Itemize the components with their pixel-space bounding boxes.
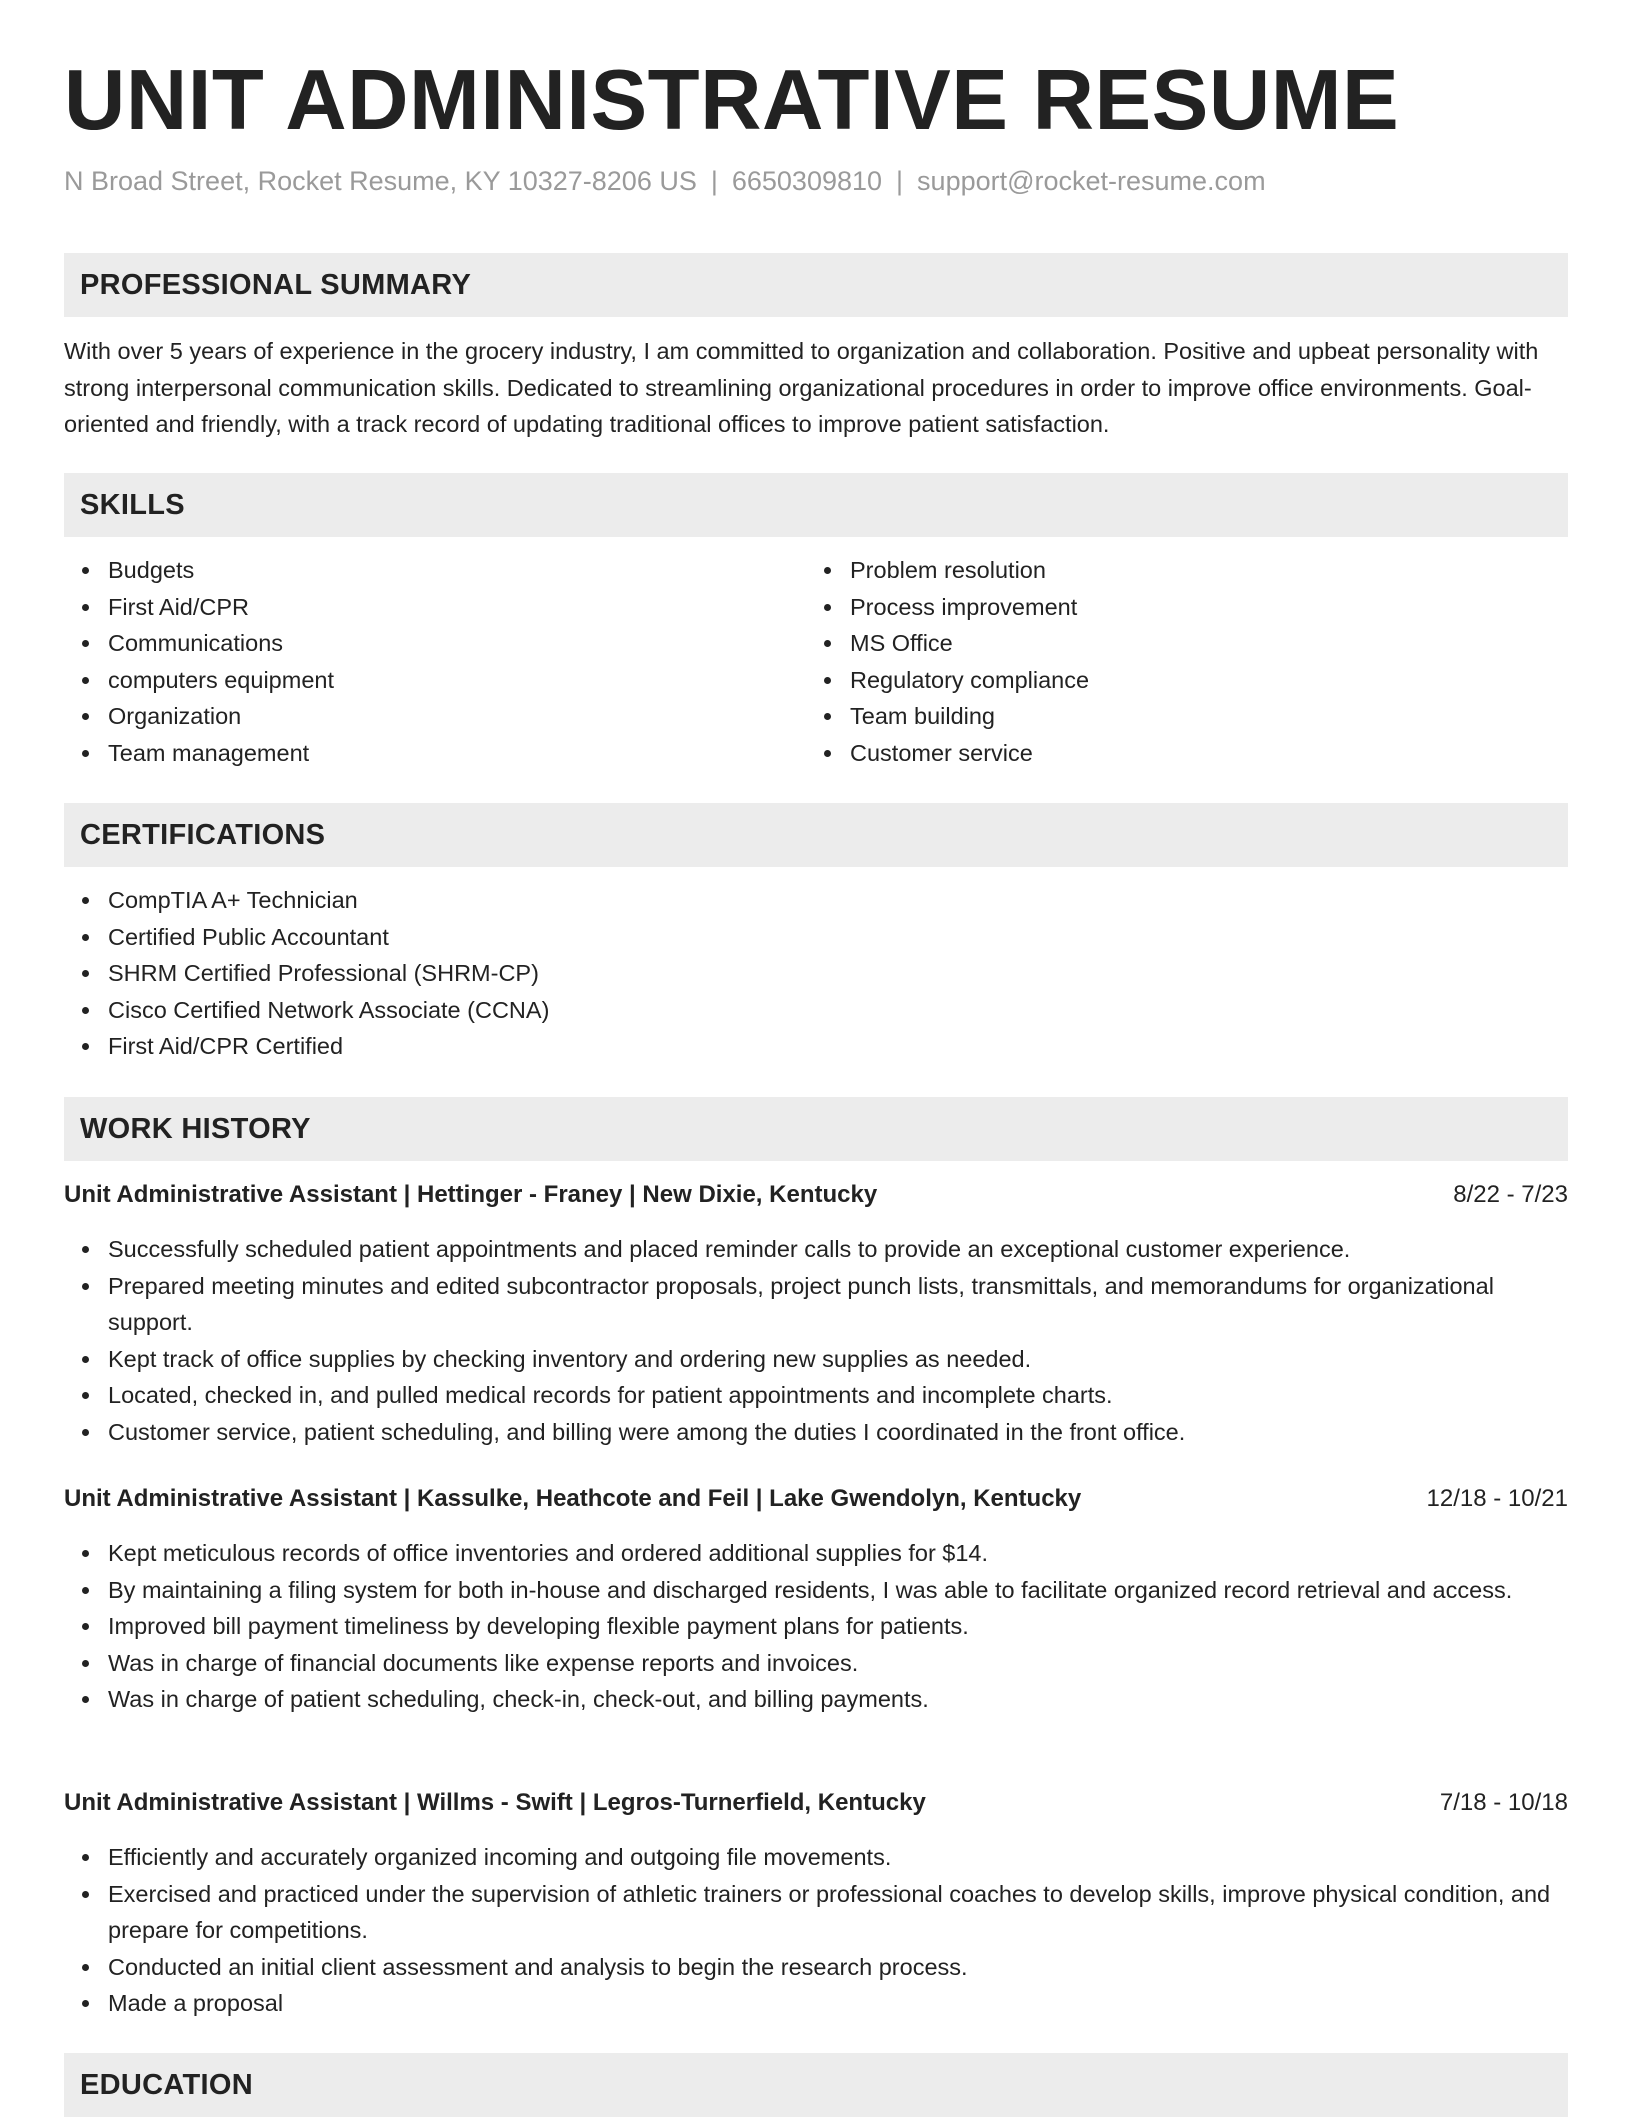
skill-item: Organization — [108, 698, 808, 735]
job-header — [64, 1485, 1568, 1513]
skill-item: Regulatory compliance — [850, 662, 1550, 699]
certification-item: First Aid/CPR Certified — [108, 1028, 1568, 1065]
certification-item: Cisco Certified Network Associate (CCNA) — [108, 992, 1568, 1029]
summary-text: With over 5 years of experience in the grocery industry, I am committed to organization and collaboration. Positive and upbeat personality with strong interpersonal communication skills. Dedicated to streamlining organizational procedures in order to improve office environments. Goal-oriented and friendly, with a track record of updating traditional offices to improve patient satisfaction. — [64, 338, 1539, 437]
job-bullet: Efficiently and accurately organized incoming and outgoing file movements. — [108, 1839, 1568, 1876]
job-dates: 12/18 - 10/21 — [1426, 1485, 1568, 1512]
job-bullet: Improved bill payment timeliness by developing flexible payment plans for patients. — [108, 1608, 1568, 1645]
job-dates: 8/22 - 7/23 — [1453, 1181, 1568, 1208]
skill-item: Team management — [108, 735, 808, 772]
contact-separator: | — [896, 166, 904, 196]
certifications-list — [64, 882, 1568, 1065]
job-title: Unit Administrative Assistant | Willms - Swift | Legros-Turnerfield, Kentucky — [64, 1789, 926, 1816]
section-heading-skills: SKILLS — [64, 473, 1568, 537]
certification-item: Certified Public Accountant — [108, 919, 1568, 956]
resume-title: UNIT ADMINISTRATIVE RESUME — [64, 53, 1400, 148]
skill-item: Customer service — [850, 735, 1550, 772]
skill-item: Communications — [108, 625, 808, 662]
skills-list-left — [64, 552, 808, 771]
job-bullet: Made a proposal — [108, 1985, 1568, 2022]
job-bullet: Conducted an initial client assessment and analysis to begin the research process. — [108, 1949, 1568, 1986]
job-bullet: Customer service, patient scheduling, and billing were among the duties I coordinated in the front office. — [108, 1414, 1568, 1451]
skills-list-right — [806, 552, 1550, 771]
certification-item: CompTIA A+ Technician — [108, 882, 1568, 919]
certification-item: SHRM Certified Professional (SHRM-CP) — [108, 955, 1568, 992]
skill-item: MS Office — [850, 625, 1550, 662]
job-bullets — [64, 1839, 1568, 2022]
section-heading-certifications: CERTIFICATIONS — [64, 803, 1568, 867]
job-bullet: Successfully scheduled patient appointments and placed reminder calls to provide an exceptional customer experience. — [108, 1231, 1568, 1268]
job-header — [64, 1789, 1568, 1817]
job-bullet: By maintaining a filing system for both in-house and discharged residents, I was able to facilitate organized record retrieval and access. — [108, 1572, 1568, 1609]
address-text: N Broad Street, Rocket Resume, KY 10327-8206 US — [64, 166, 697, 196]
job-bullet: Located, checked in, and pulled medical records for patient appointments and incomplete charts. — [108, 1377, 1568, 1414]
job-bullet: Exercised and practiced under the supervision of athletic trainers or professional coaches to develop skills, improve physical condition, and prepare for competitions. — [108, 1876, 1568, 1949]
job-bullet: Prepared meeting minutes and edited subcontractor proposals, project punch lists, transmittals, and memorandums for organizational support. — [108, 1268, 1568, 1341]
skill-item: Problem resolution — [850, 552, 1550, 589]
skill-item: Team building — [850, 698, 1550, 735]
job-bullet: Kept track of office supplies by checking inventory and ordering new supplies as needed. — [108, 1341, 1568, 1378]
job-title: Unit Administrative Assistant | Hettinger - Franey | New Dixie, Kentucky — [64, 1181, 878, 1208]
job-bullets — [64, 1231, 1568, 1450]
job-bullet: Was in charge of financial documents like expense reports and invoices. — [108, 1645, 1568, 1682]
job-dates: 7/18 - 10/18 — [1439, 1789, 1568, 1816]
contact-line — [64, 166, 1266, 197]
skill-item: Budgets — [108, 552, 808, 589]
email-link[interactable]: support@rocket-resume.com — [917, 166, 1266, 196]
skill-item: Process improvement — [850, 589, 1550, 626]
skill-item: First Aid/CPR — [108, 589, 808, 626]
section-heading-summary: PROFESSIONAL SUMMARY — [64, 253, 1568, 317]
contact-separator: | — [710, 166, 718, 196]
section-heading-education: EDUCATION — [64, 2053, 1568, 2117]
job-bullets — [64, 1535, 1568, 1718]
job-header — [64, 1181, 1568, 1209]
skill-item: computers equipment — [108, 662, 808, 699]
phone-text: 6650309810 — [731, 166, 883, 196]
job-bullet: Kept meticulous records of office inventories and ordered additional supplies for $14. — [108, 1535, 1568, 1572]
job-title: Unit Administrative Assistant | Kassulke, Heathcote and Feil | Lake Gwendolyn, Kentucky — [64, 1485, 1082, 1512]
section-heading-work-history: WORK HISTORY — [64, 1097, 1568, 1161]
job-bullet: Was in charge of patient scheduling, check-in, check-out, and billing payments. — [108, 1681, 1568, 1718]
